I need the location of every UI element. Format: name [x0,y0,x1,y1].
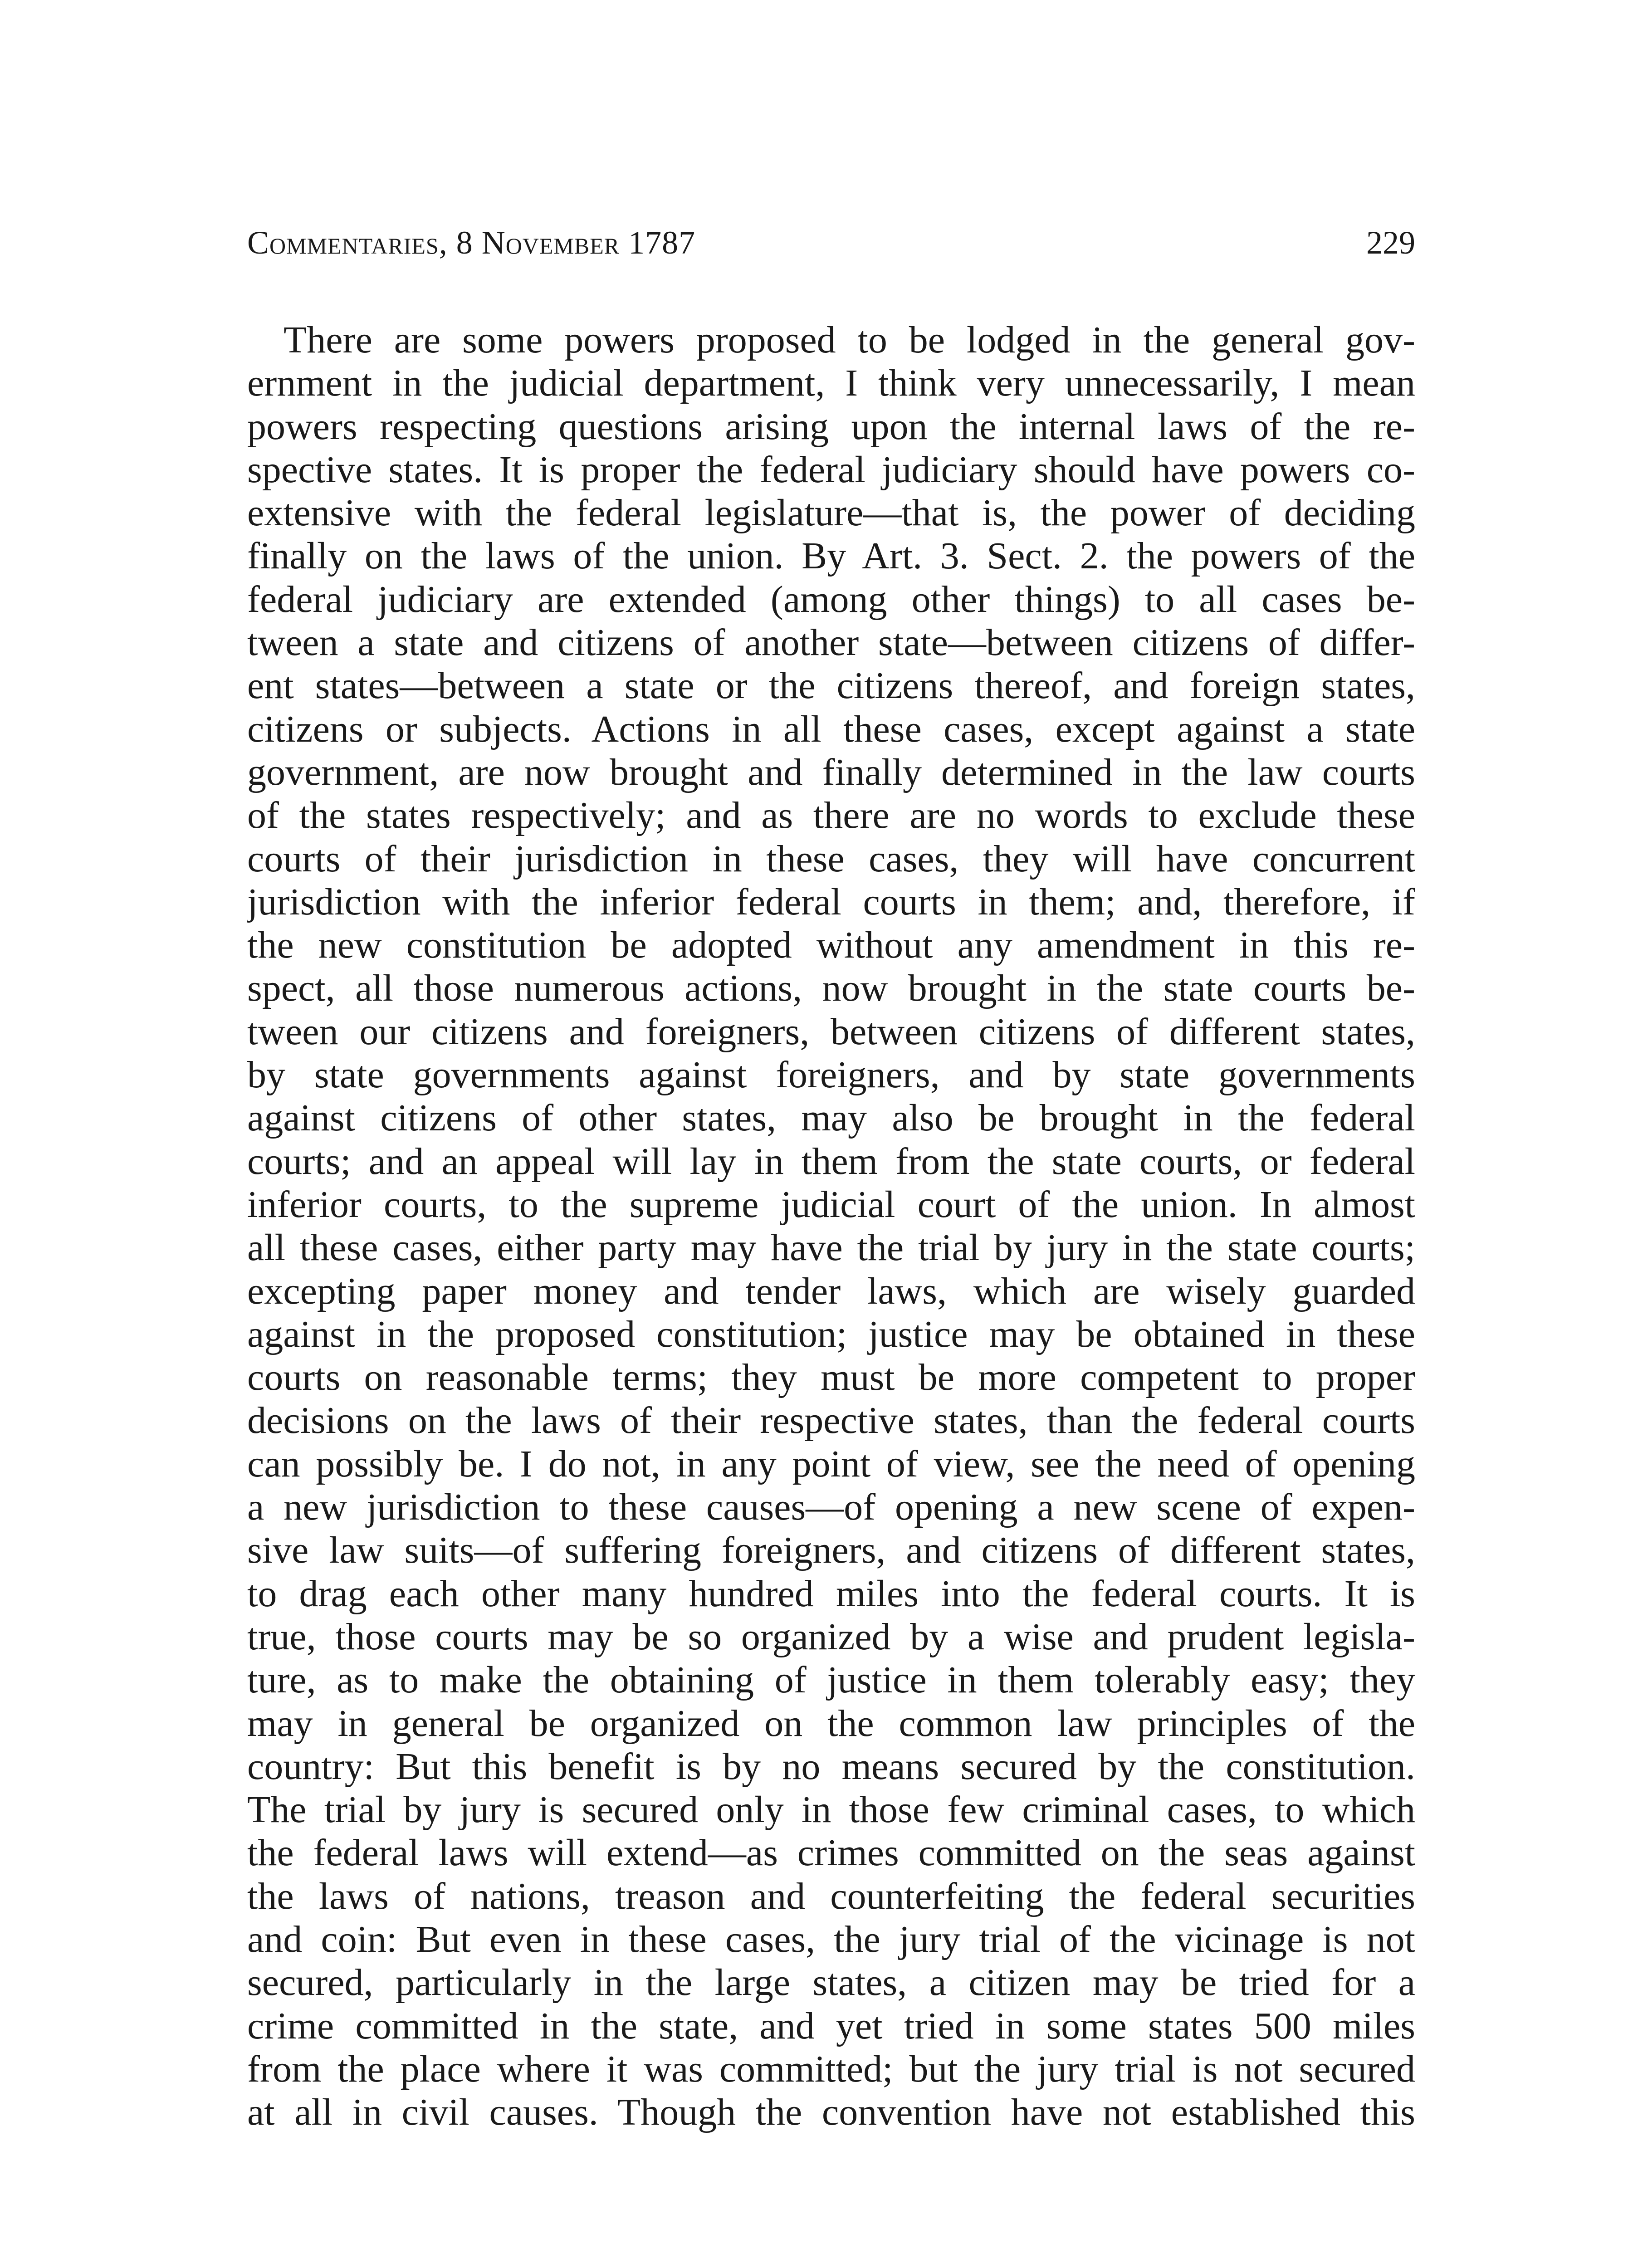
text-line: The trial by jury is secured only in those few criminal cases, to which [247,1789,1415,1831]
running-head-title: Commentaries, 8 November 1787 [247,225,696,261]
text-line: tween our citizens and foreigners, between citizens of different states, [247,1010,1415,1053]
text-line: country: But this benefit is by no means secured by the constitution. [247,1745,1415,1788]
text-line: excepting paper money and tender laws, which are wisely guarded [247,1270,1415,1312]
text-line: secured, particularly in the large states, a citizen may be tried for a [247,1961,1415,2004]
text-line: There are some powers proposed to be lodged in the general gov- [284,319,1415,361]
text-line: at all in civil causes. Though the convention have not established this [247,2091,1415,2134]
text-line: jurisdiction with the inferior federal courts in them; and, therefore, if [247,880,1415,923]
text-line: tween a state and citizens of another state—between citizens of differ- [247,621,1415,664]
text-line: courts; and an appeal will lay in them from the state courts, or federal [247,1140,1415,1183]
text-line: citizens or subjects. Actions in all these cases, except against a state [247,708,1415,750]
text-line: all these cases, either party may have the trial by jury in the state courts; [247,1227,1415,1269]
text-line: and coin: But even in these cases, the jury trial of the vicinage is not [247,1918,1415,1960]
text-line: courts of their jurisdiction in these cases, they will have concurrent [247,837,1415,880]
text-line: spect, all those numerous actions, now brought in the state courts be- [247,967,1415,1010]
text-line: against citizens of other states, may also be brought in the federal [247,1097,1415,1139]
text-line: decisions on the laws of their respective states, than the federal courts [247,1399,1415,1442]
text-line: may in general be organized on the common law principles of the [247,1702,1415,1745]
text-line: can possibly be. I do not, in any point of view, see the need of opening [247,1442,1415,1485]
text-line: inferior courts, to the supreme judicial court of the union. In almost [247,1183,1415,1226]
text-line: spective states. It is proper the federal judiciary should have powers co- [247,448,1415,491]
text-line: the federal laws will extend—as crimes committed on the seas against [247,1832,1415,1874]
page-number: 229 [1366,225,1415,261]
text-line: by state governments against foreigners, and by state governments [247,1054,1415,1096]
text-line: against in the proposed constitution; justice may be obtained in these [247,1313,1415,1355]
running-head [247,218,1415,268]
text-line: of the states respectively; and as there are no words to exclude these [247,794,1415,837]
text-line: the new constitution be adopted without any amendment in this re- [247,924,1415,967]
text-line: the laws of nations, treason and counterfeiting the federal securities [247,1875,1415,1917]
text-line: a new jurisdiction to these causes—of opening a new scene of expen- [247,1486,1415,1529]
text-line: finally on the laws of the union. By Art. 3. Sect. 2. the powers of the [247,535,1415,577]
text-line: powers respecting questions arising upon the internal laws of the re- [247,405,1415,448]
text-line: government, are now brought and finally determined in the law courts [247,751,1415,793]
text-line: from the place where it was committed; but the jury trial is not secured [247,2048,1415,2090]
text-line: ernment in the judicial department, I think very unnecessarily, I mean [247,362,1415,405]
text-line: courts on reasonable terms; they must be more competent to proper [247,1356,1415,1399]
text-line: crime committed in the state, and yet tried in some states 500 miles [247,2004,1415,2047]
text-line: ent states—between a state or the citizens thereof, and foreign states, [247,665,1415,707]
text-line: to drag each other many hundred miles into the federal courts. It is [247,1572,1415,1615]
document-page [247,218,1415,2134]
text-line: federal judiciary are extended (among other things) to all cases be- [247,578,1415,621]
text-line: extensive with the federal legislature—that is, the power of deciding [247,492,1415,534]
text-line: ture, as to make the obtaining of justice in them tolerably easy; they [247,1659,1415,1701]
text-line: sive law suits—of suffering foreigners, and citizens of different states, [247,1529,1415,1572]
text-line: true, those courts may be so organized by a wise and prudent legisla- [247,1615,1415,1658]
body-paragraph [247,318,1415,2134]
